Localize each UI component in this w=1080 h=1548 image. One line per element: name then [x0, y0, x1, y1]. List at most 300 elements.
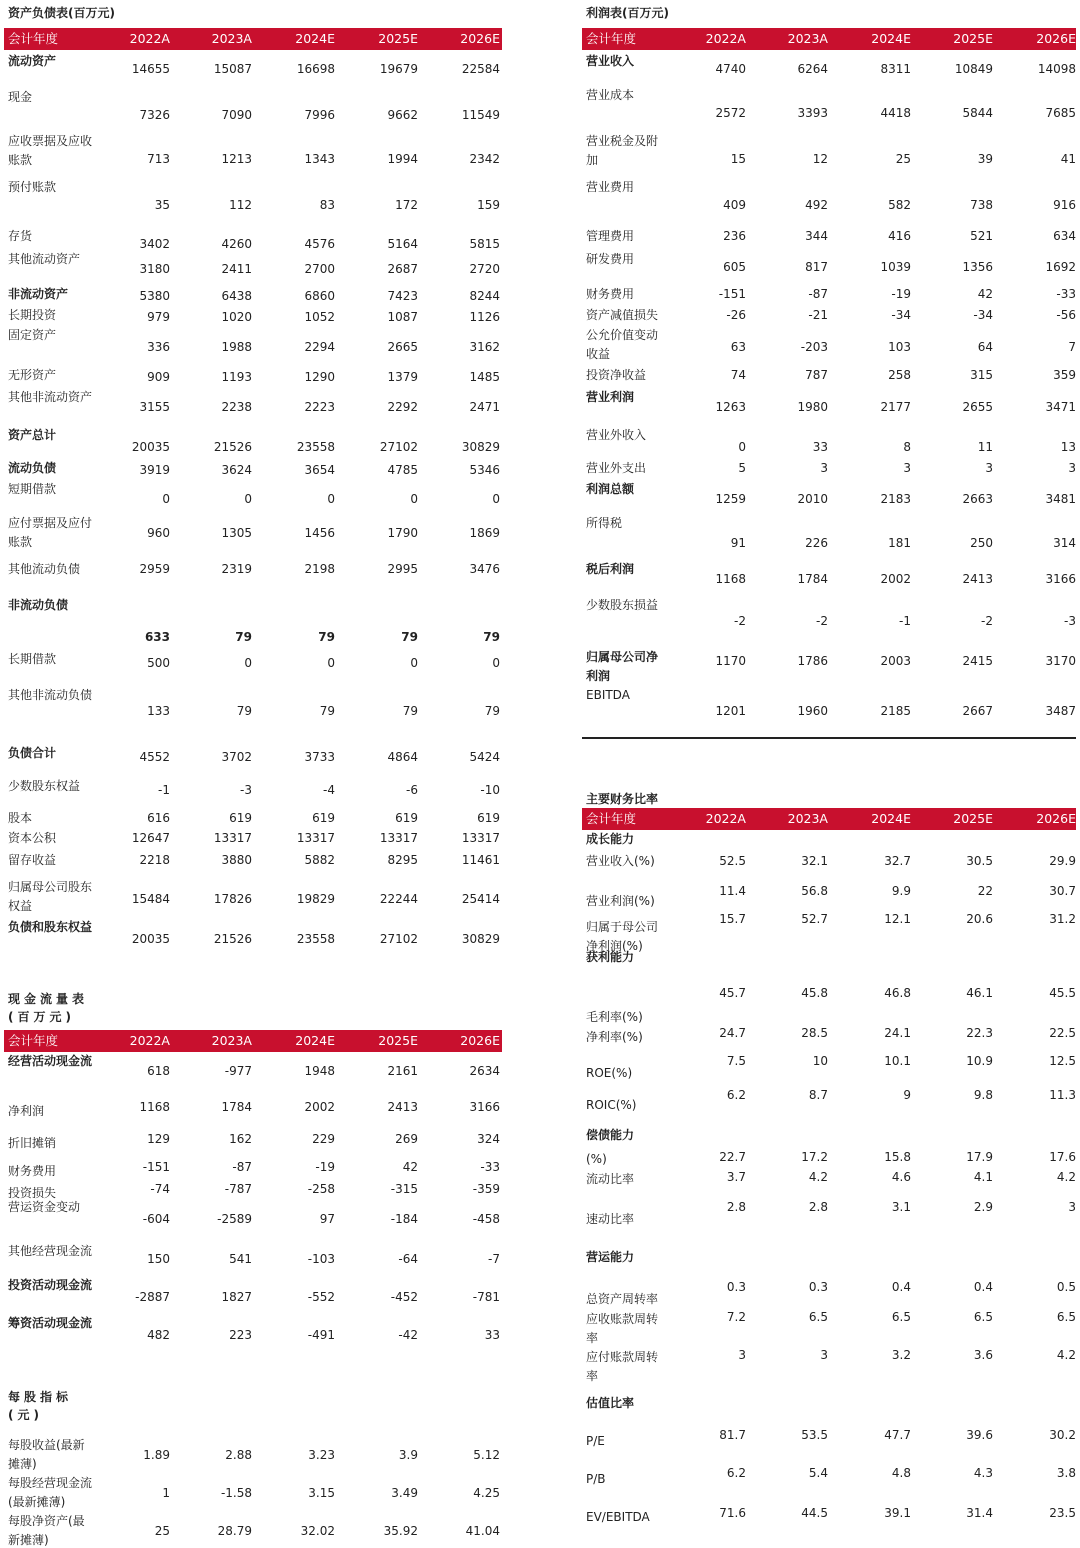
cell-value: 2959 [139, 562, 170, 576]
cell-value: 6264 [797, 62, 828, 76]
cell-value: 5424 [469, 750, 500, 764]
row-label: 净利率(%) [586, 1030, 643, 1044]
row-label: 营运资金变动 [8, 1200, 81, 1214]
row-label: 其他流动资产 [8, 252, 81, 266]
cell-value: 31.2 [1049, 912, 1076, 926]
cell-value: 2471 [469, 400, 500, 414]
cell-value: -21 [808, 308, 828, 322]
cell-value: -64 [398, 1252, 418, 1266]
cell-value: 5 [738, 461, 746, 475]
pershare-title: 每股指标(元) [8, 1390, 73, 1422]
cell-value: -2887 [135, 1290, 170, 1304]
cell-value: 3481 [1045, 492, 1076, 506]
cell-value: 1980 [797, 400, 828, 414]
table-bottom-rule [582, 737, 1076, 739]
cell-value: 619 [395, 811, 418, 825]
cell-value: 2995 [387, 562, 418, 576]
cell-value: 10.1 [884, 1054, 911, 1068]
cell-value: 409 [723, 198, 746, 212]
cell-value: 1168 [715, 572, 746, 586]
header-year: 2025E [378, 31, 418, 46]
row-label: 资产减值损失 [586, 308, 659, 322]
cell-value: 23558 [296, 932, 335, 946]
cell-value: 12 [812, 152, 828, 166]
row-label: 管理费用 [586, 229, 635, 243]
cell-value: 162 [229, 1132, 252, 1146]
cell-value: 22.5 [1049, 1026, 1076, 1040]
cell-value: 10849 [954, 62, 993, 76]
cell-value: 1827 [221, 1290, 252, 1304]
ratios-title: 主要财务比率 [586, 792, 659, 806]
cell-value: 112 [229, 198, 252, 212]
cell-value: 2319 [221, 562, 252, 576]
cell-value: 3.15 [308, 1486, 335, 1500]
cell-value: 4785 [387, 463, 418, 477]
cell-value: 3155 [139, 400, 170, 414]
row-label: 流动负债 [8, 461, 57, 475]
row-label: 非流动负债 [8, 598, 69, 612]
row-label: 所得税 [586, 516, 623, 530]
cell-value: 27102 [379, 932, 418, 946]
cell-value: 979 [147, 310, 170, 324]
cell-value: 2634 [469, 1064, 500, 1078]
row-label: 投资净收益 [586, 368, 647, 382]
cell-value: 6860 [304, 289, 335, 303]
cell-value: 4.3 [973, 1466, 993, 1480]
cell-value: -552 [307, 1290, 335, 1304]
header-label: 会计年度 [586, 811, 637, 826]
cell-value: 2667 [962, 704, 993, 718]
cell-value: -33 [480, 1160, 500, 1174]
header-year: 2022A [129, 31, 170, 46]
cell-value: 4740 [715, 62, 746, 76]
cell-value: 12.5 [1049, 1054, 1076, 1068]
cell-value: 11549 [461, 108, 500, 122]
row-label: 其他非流动负债 [8, 688, 93, 702]
cell-value: 3393 [797, 106, 828, 120]
cell-value: 605 [723, 260, 746, 274]
cell-value: 33 [484, 1328, 500, 1342]
cell-value: 1784 [221, 1100, 252, 1114]
cell-value: 9662 [387, 108, 418, 122]
cell-value: 229 [312, 1132, 335, 1146]
header-year: 2026E [460, 31, 500, 46]
cell-value: 3.2 [891, 1348, 911, 1362]
row-label: 资产总计 [8, 428, 57, 442]
cell-value: -2589 [217, 1212, 252, 1226]
cell-value: 33 [812, 440, 828, 454]
cell-value: 15.7 [719, 912, 746, 926]
cell-value: 3476 [469, 562, 500, 576]
row-label: EV/EBITDA [586, 1510, 650, 1524]
cell-value: 2183 [880, 492, 911, 506]
cell-value: 1201 [715, 704, 746, 718]
cell-value: 1213 [221, 152, 252, 166]
cell-value: 30.7 [1049, 884, 1076, 898]
row-label: 营业成本 [586, 88, 635, 102]
row-label: 营运能力 [586, 1250, 635, 1264]
header-year: 2024E [295, 1033, 335, 1048]
cell-value: 83 [319, 198, 335, 212]
cell-value: 2700 [304, 262, 335, 276]
cell-value: -2 [981, 614, 993, 628]
cell-value: 2294 [304, 340, 335, 354]
row-label: 总资产周转率 [586, 1292, 659, 1306]
cell-value: 45.8 [801, 986, 828, 1000]
header-year: 2023A [787, 811, 828, 826]
row-label: 投资活动现金流 [8, 1278, 93, 1292]
cell-value: 16698 [296, 62, 335, 76]
cell-value: 45.5 [1049, 986, 1076, 1000]
cell-value: 0 [492, 492, 500, 506]
header-year: 2025E [953, 811, 993, 826]
cell-value: 1960 [797, 704, 828, 718]
cell-value: 3.6 [973, 1348, 993, 1362]
cell-value: 7.5 [726, 1054, 746, 1068]
cell-value: 30829 [461, 932, 500, 946]
income-header [582, 28, 1076, 50]
cell-value: -34 [891, 308, 911, 322]
cell-value: 97 [319, 1212, 335, 1226]
cell-value: 223 [229, 1328, 252, 1342]
row-label: 投资损失 [8, 1186, 57, 1200]
row-label: 应付账款周转率 [586, 1350, 659, 1383]
cell-value: 79 [402, 704, 418, 718]
row-label: 每股收益(最新摊薄) [8, 1438, 85, 1471]
cell-value: -1.58 [220, 1486, 252, 1500]
cell-value: 2238 [221, 400, 252, 414]
cell-value: 8 [903, 440, 911, 454]
cell-value: 79 [484, 704, 500, 718]
row-label: 其他流动负债 [8, 562, 81, 576]
cell-value: 20035 [131, 932, 170, 946]
row-label: 税后利润 [586, 562, 635, 576]
cell-value: 5346 [469, 463, 500, 477]
header-year: 2026E [1036, 31, 1076, 46]
cell-value: 2413 [387, 1100, 418, 1114]
header-year: 2024E [871, 31, 911, 46]
cell-value: 1193 [221, 370, 252, 384]
cell-value: 4864 [387, 750, 418, 764]
cell-value: 1087 [387, 310, 418, 324]
header-year: 2025E [953, 31, 993, 46]
cell-value: -604 [142, 1212, 170, 1226]
cell-value: 19829 [296, 892, 335, 906]
cell-value: 1305 [221, 526, 252, 540]
row-label: 少数股东权益 [8, 779, 81, 793]
cell-value: 2.88 [225, 1448, 252, 1462]
cell-value: 3166 [1045, 572, 1076, 586]
cashflow-title: 现金流量表(百万元) [8, 992, 89, 1024]
cell-value: 17.2 [801, 1150, 828, 1164]
cell-value: 713 [147, 152, 170, 166]
cell-value: 4.2 [808, 1170, 828, 1184]
cell-value: 633 [144, 630, 170, 644]
cell-value: 3166 [469, 1100, 500, 1114]
cell-value: -151 [142, 1160, 170, 1174]
row-label: 归属于母公司净利润(%) [586, 920, 659, 953]
cell-value: 29.9 [1049, 854, 1076, 868]
cell-value: 8295 [387, 853, 418, 867]
cell-value: 4.25 [473, 1486, 500, 1500]
row-label: 留存收益 [8, 853, 57, 867]
cell-value: 1379 [387, 370, 418, 384]
cell-value: 619 [229, 811, 252, 825]
cell-value: 11 [977, 440, 993, 454]
cell-value: -56 [1056, 308, 1076, 322]
row-label: 存货 [8, 229, 33, 243]
cell-value: 24.1 [884, 1026, 911, 1040]
cell-value: -203 [800, 340, 828, 354]
cell-value: 30.2 [1049, 1428, 1076, 1442]
cell-value: 12647 [131, 831, 170, 845]
row-label: 长期借款 [8, 652, 57, 666]
row-label: 营业费用 [586, 180, 635, 194]
cell-value: 1994 [387, 152, 418, 166]
cell-value: 23558 [296, 440, 335, 454]
cell-value: 15484 [131, 892, 170, 906]
cell-value: 258 [888, 368, 911, 382]
cell-value: 5844 [962, 106, 993, 120]
cell-value: 2663 [962, 492, 993, 506]
cell-value: 35.92 [383, 1524, 418, 1538]
header-year: 2024E [295, 31, 335, 46]
cell-value: -4 [323, 783, 335, 797]
cell-value: 8244 [469, 289, 500, 303]
row-label: 获利能力 [586, 950, 635, 964]
cell-value: 909 [147, 370, 170, 384]
row-label: 归属母公司股东权益 [8, 880, 93, 913]
cell-value: 2342 [469, 152, 500, 166]
cell-value: 4260 [221, 237, 252, 251]
cell-value: 1020 [221, 310, 252, 324]
cell-value: 0 [244, 656, 252, 670]
cell-value: 13 [1060, 440, 1076, 454]
cell-value: 15087 [213, 62, 252, 76]
cell-value: 13317 [461, 831, 500, 845]
cell-value: 0.3 [726, 1280, 746, 1294]
cell-value: 10 [812, 1054, 828, 1068]
cell-value: 23.5 [1049, 1506, 1076, 1520]
cell-value: 1485 [469, 370, 500, 384]
cell-value: 11461 [461, 853, 500, 867]
cell-value: 19679 [379, 62, 418, 76]
row-label: 其他经营现金流 [8, 1244, 93, 1258]
cell-value: 2003 [880, 654, 911, 668]
cell-value: 133 [147, 704, 170, 718]
cell-value: 64 [977, 340, 993, 354]
cell-value: 916 [1053, 198, 1076, 212]
row-label: 财务费用 [8, 1164, 57, 1178]
header-year: 2025E [378, 1033, 418, 1048]
header-year: 2024E [871, 811, 911, 826]
cell-value: 1948 [304, 1064, 335, 1078]
header-label: 会计年度 [8, 1033, 59, 1048]
cell-value: 3 [820, 461, 828, 475]
cell-value: 1869 [469, 526, 500, 540]
cell-value: 0 [327, 492, 335, 506]
cell-value: 4576 [304, 237, 335, 251]
cell-value: 4.2 [1056, 1170, 1076, 1184]
cell-value: 0 [244, 492, 252, 506]
cell-value: 22.7 [719, 1150, 746, 1164]
cell-value: 7 [1068, 340, 1076, 354]
cell-value: 2292 [387, 400, 418, 414]
cell-value: 3471 [1045, 400, 1076, 414]
income-panel [582, 0, 1076, 750]
cell-value: -26 [726, 308, 746, 322]
cell-value: -977 [224, 1064, 252, 1078]
cell-value: -19 [891, 287, 911, 301]
row-label: 资本公积 [8, 831, 57, 845]
cell-value: -458 [472, 1212, 500, 1226]
cell-value: 618 [147, 1064, 170, 1078]
row-label: 长期投资 [8, 308, 57, 322]
cell-value: 13317 [213, 831, 252, 845]
cell-value: 103 [888, 340, 911, 354]
cell-value: 11.4 [719, 884, 746, 898]
cell-value: 21526 [213, 440, 252, 454]
cell-value: 10.9 [966, 1054, 993, 1068]
cell-value: 236 [723, 229, 746, 243]
cell-value: 1356 [962, 260, 993, 274]
row-label: 预付账款 [8, 180, 57, 194]
row-label: 速动比率 [586, 1212, 635, 1226]
cell-value: 9 [903, 1088, 911, 1102]
cell-value: -2 [734, 614, 746, 628]
row-label: 估值比率 [586, 1396, 635, 1410]
cell-value: 3.9 [398, 1448, 418, 1462]
cell-value: 22 [977, 884, 993, 898]
cell-value: 3.8 [1056, 1466, 1076, 1480]
cell-value: 634 [1053, 229, 1076, 243]
cell-value: 2411 [221, 262, 252, 276]
cell-value: 6.5 [1056, 1310, 1076, 1324]
cell-value: 7090 [221, 108, 252, 122]
cell-value: 1784 [797, 572, 828, 586]
row-label: 财务费用 [586, 287, 635, 301]
cell-value: -103 [307, 1252, 335, 1266]
cell-value: 30.5 [966, 854, 993, 868]
ratios-panel [582, 788, 1076, 1548]
cell-value: 2.9 [973, 1200, 993, 1214]
cell-value: 2010 [797, 492, 828, 506]
cell-value: 25 [154, 1524, 170, 1538]
cell-value: 817 [805, 260, 828, 274]
cell-value: 4418 [880, 106, 911, 120]
cell-value: -151 [718, 287, 746, 301]
cell-value: 52.5 [719, 854, 746, 868]
cell-value: 3702 [221, 750, 252, 764]
cell-value: -10 [480, 783, 500, 797]
cell-value: 1039 [880, 260, 911, 274]
cell-value: -7 [488, 1252, 500, 1266]
cell-value: 47.7 [884, 1428, 911, 1442]
cell-value: 4.8 [891, 1466, 911, 1480]
cell-value: 344 [805, 229, 828, 243]
cell-value: 1790 [387, 526, 418, 540]
cell-value: 0 [738, 440, 746, 454]
cell-value: 11.3 [1049, 1088, 1076, 1102]
cell-value: 53.5 [801, 1428, 828, 1442]
cell-value: 8311 [880, 62, 911, 76]
cell-value: 226 [805, 536, 828, 550]
cell-value: -3 [1064, 614, 1076, 628]
row-label: 营业外支出 [586, 461, 647, 475]
cell-value: 2572 [715, 106, 746, 120]
cell-value: 3 [1068, 1200, 1076, 1214]
cell-value: 500 [147, 656, 170, 670]
cell-value: 2687 [387, 262, 418, 276]
cell-value: 1692 [1045, 260, 1076, 274]
balance-sheet-title: 资产负债表(百万元) [8, 6, 115, 20]
cell-value: 13317 [296, 831, 335, 845]
row-label: 少数股东损益 [586, 598, 659, 612]
cell-value: 336 [147, 340, 170, 354]
row-label: 偿债能力 [586, 1128, 635, 1142]
cell-value: 3 [1068, 461, 1076, 475]
cell-value: 79 [401, 630, 418, 644]
cell-value: 1456 [304, 526, 335, 540]
header-year: 2026E [460, 1033, 500, 1048]
cell-value: -452 [390, 1290, 418, 1304]
row-label: 营业收入 [586, 54, 635, 68]
cell-value: 0.4 [973, 1280, 993, 1294]
cell-value: 0 [410, 492, 418, 506]
cell-value: 1290 [304, 370, 335, 384]
cell-value: 3162 [469, 340, 500, 354]
cell-value: 79 [235, 630, 252, 644]
cell-value: 314 [1053, 536, 1076, 550]
row-label: 营业外收入 [586, 428, 647, 442]
cell-value: 619 [477, 811, 500, 825]
cell-value: 0.5 [1056, 1280, 1076, 1294]
cell-value: 35 [154, 198, 170, 212]
cell-value: 17.6 [1049, 1150, 1076, 1164]
cell-value: 30829 [461, 440, 500, 454]
cell-value: -491 [307, 1328, 335, 1342]
cell-value: 2.8 [808, 1200, 828, 1214]
cell-value: 3 [903, 461, 911, 475]
cell-value: 6.5 [973, 1310, 993, 1324]
cell-value: -2 [816, 614, 828, 628]
cell-value: 21526 [213, 932, 252, 946]
cell-value: 960 [147, 526, 170, 540]
row-label: 净利润 [8, 1104, 45, 1118]
cell-value: 3.49 [391, 1486, 418, 1500]
cell-value: 9.8 [973, 1088, 993, 1102]
cell-value: 0 [492, 656, 500, 670]
cell-value: 0 [162, 492, 170, 506]
cell-value: -87 [808, 287, 828, 301]
cell-value: 1786 [797, 654, 828, 668]
cell-value: 42 [977, 287, 993, 301]
cell-value: 46.8 [884, 986, 911, 1000]
cell-value: 79 [483, 630, 500, 644]
cell-value: 20035 [131, 440, 170, 454]
cell-value: 17826 [213, 892, 252, 906]
row-label: 其他非流动资产 [8, 390, 93, 404]
cell-value: 31.4 [966, 1506, 993, 1520]
income-title: 利润表(百万元) [586, 6, 669, 20]
cell-value: 15 [730, 152, 746, 166]
cell-value: 74 [730, 368, 746, 382]
cell-value: 2002 [304, 1100, 335, 1114]
row-label: 营业利润(%) [586, 894, 655, 908]
cell-value: 2720 [469, 262, 500, 276]
cell-value: 3170 [1045, 654, 1076, 668]
cell-value: 5164 [387, 237, 418, 251]
